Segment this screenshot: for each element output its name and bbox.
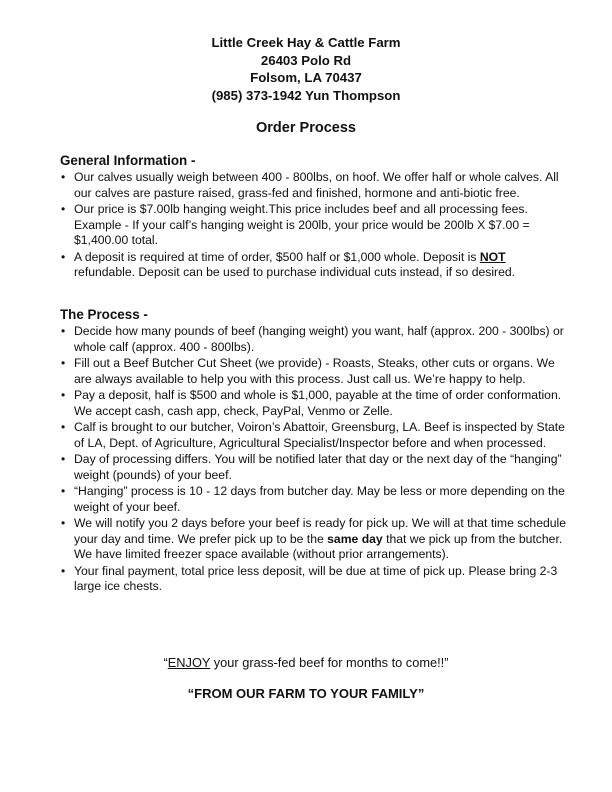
street-address: 26403 Polo Rd: [260, 52, 352, 68]
city-state-zip: Folsom, LA 70437: [250, 70, 362, 85]
enjoy-rest: your grass-fed beef for months to come!!”: [210, 655, 449, 670]
list-item: • Our price is $7.00lb hanging weight.This price includes beef and all processing fees. Example - If your calf’s hanging weight is 200lb, your price would be 200lb X $7.00 = $1,400.00 total.: [60, 202, 568, 249]
the-process-list: [60, 324, 568, 596]
list-item: • Day of processing differs. You will be notified later that day or the next day of the “hanging” weight (pounds) of your beef.: [60, 452, 568, 483]
general-information-heading: General Information -: [60, 153, 196, 168]
list-item: • Pay a deposit, half is $500 and whole is $1,000, payable at the time of order conformation. We accept cash, cash app, check, PayPal, Venmo or Zelle.: [60, 388, 568, 419]
list-item: • Calf is brought to our butcher, Voiron’s Abattoir, Greensburg, LA. Beef is inspected by State of LA, Dept. of Agriculture, Agricultural Specialist/Inspector before and when processed.: [60, 420, 568, 451]
deposit-text-rest: refundable. Deposit can be used to purchase individual cuts instead, if so desired.: [74, 265, 516, 279]
deposit-text: A deposit is required at time of order, $500 half or $1,000 whole. Deposit is: [74, 249, 480, 264]
letterhead: [0, 34, 612, 104]
closing-enjoy-line: [0, 655, 612, 670]
phone-contact: (985) 373-1942 Yun Thompson: [211, 87, 401, 103]
pickup-text: We will notify you 2 days before your beef is ready for pick up. We will at that time schedule your day and time. We prefer pick up to be the: [74, 516, 567, 546]
list-item: • “Hanging” process is 10 - 12 days from butcher day. May be less or more depending on the weight of your beef.: [60, 484, 568, 515]
page-title: Order Process: [256, 120, 356, 136]
closing-slogan: “FROM OUR FARM TO YOUR FAMILY”: [187, 686, 425, 701]
open-quote: “: [163, 655, 168, 670]
same-day-emphasis: same day: [327, 531, 383, 546]
enjoy-emphasis: ENJOY: [167, 655, 211, 670]
not-emphasis: NOT: [479, 249, 506, 264]
list-item: • Decide how many pounds of beef (hanging weight) you want, half (approx. 200 - 300lbs) or whole calf (approx. 400 - 800lbs).: [60, 324, 568, 355]
list-item: [60, 516, 568, 563]
general-information-list: [60, 170, 568, 282]
pickup-text-rest: that we pick up from the butcher. We have limited freezer space available (without prior arrangements).: [74, 531, 563, 561]
list-item: • Fill out a Beef Butcher Cut Sheet (we provide) - Roasts, Steaks, other cuts or organs. We are always available to help you with this process. Just call us. We’re happy to help.: [60, 356, 568, 387]
farm-name: Little Creek Hay & Cattle Farm: [211, 35, 401, 50]
list-item: • Your final payment, total price less deposit, will be due at time of pick up. Please bring 2-3 large ice chests.: [60, 564, 568, 595]
list-item: [60, 250, 568, 281]
the-process-heading: The Process -: [60, 307, 148, 322]
list-item: • Our calves usually weigh between 400 - 800lbs, on hoof. We offer half or whole calves. All our calves are pasture raised, grass-fed and finished, hormone and anti-biotic free.: [60, 170, 568, 201]
